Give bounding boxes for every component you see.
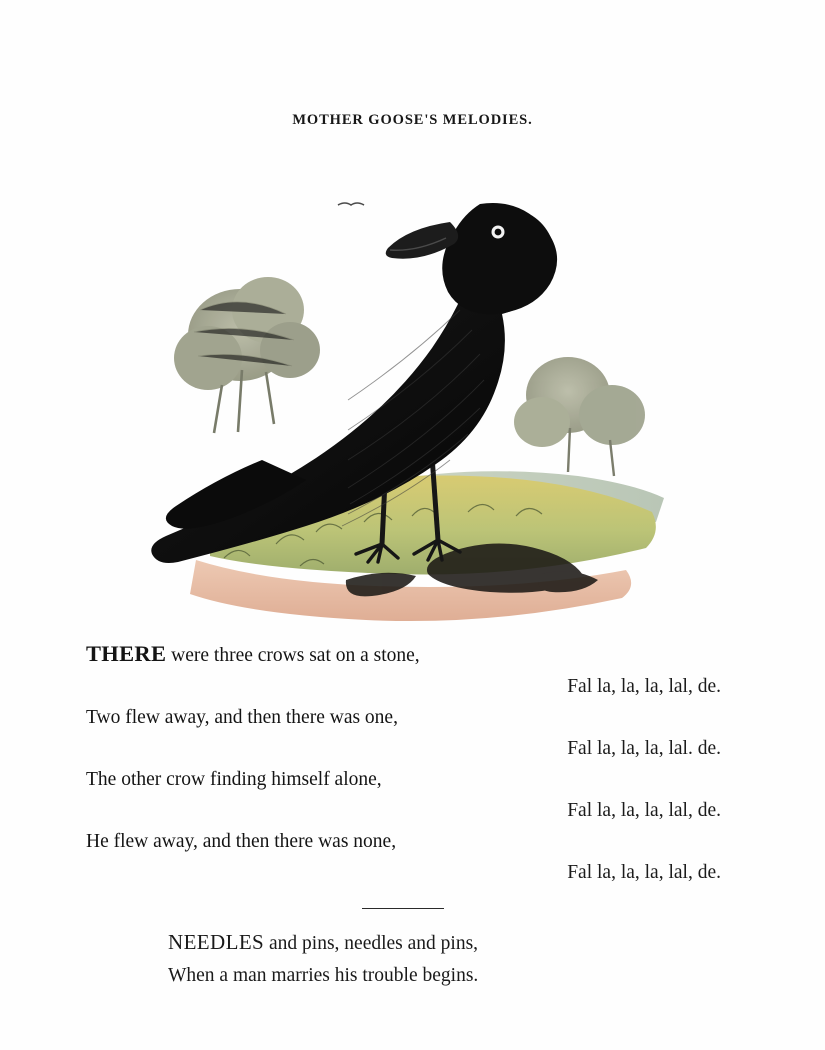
verse-line: The other crow finding himself alone, <box>86 769 382 790</box>
crow-engraving-svg <box>150 160 670 630</box>
verse-line-text: were three crows sat on a stone, <box>166 645 420 666</box>
verse-three-crows <box>0 638 825 888</box>
illustration-three-crows <box>150 160 670 630</box>
rhyme-line <box>0 926 825 960</box>
section-divider-rule <box>362 908 444 909</box>
rhyme-lead-word: NEEDLES <box>168 930 265 954</box>
verse-line <box>0 638 825 671</box>
verse-refrain: Fal la, la, la, lal, de. <box>567 800 721 821</box>
verse-refrain: Fal la, la, la, lal, de. <box>567 676 721 697</box>
verse-line: Two flew away, and then there was one, <box>86 707 398 728</box>
rhyme-needles-and-pins <box>0 926 825 992</box>
verse-line: He flew away, and then there was none, <box>86 831 397 852</box>
rhyme-line-text: and pins, needles and pins, <box>264 933 479 954</box>
rhyme-line: When a man marries his trouble begins. <box>168 965 479 986</box>
distant-bird-icon <box>338 203 364 205</box>
verse-dropcap: THERE <box>86 641 167 666</box>
background-trees-right <box>514 357 645 476</box>
verse-refrain: Fal la, la, la, lal, de. <box>567 862 721 883</box>
verse-refrain: Fal la, la, la, lal. de. <box>567 738 721 759</box>
page-running-head: MOTHER GOOSE'S MELODIES. <box>292 112 533 128</box>
background-trees-left <box>174 277 320 433</box>
